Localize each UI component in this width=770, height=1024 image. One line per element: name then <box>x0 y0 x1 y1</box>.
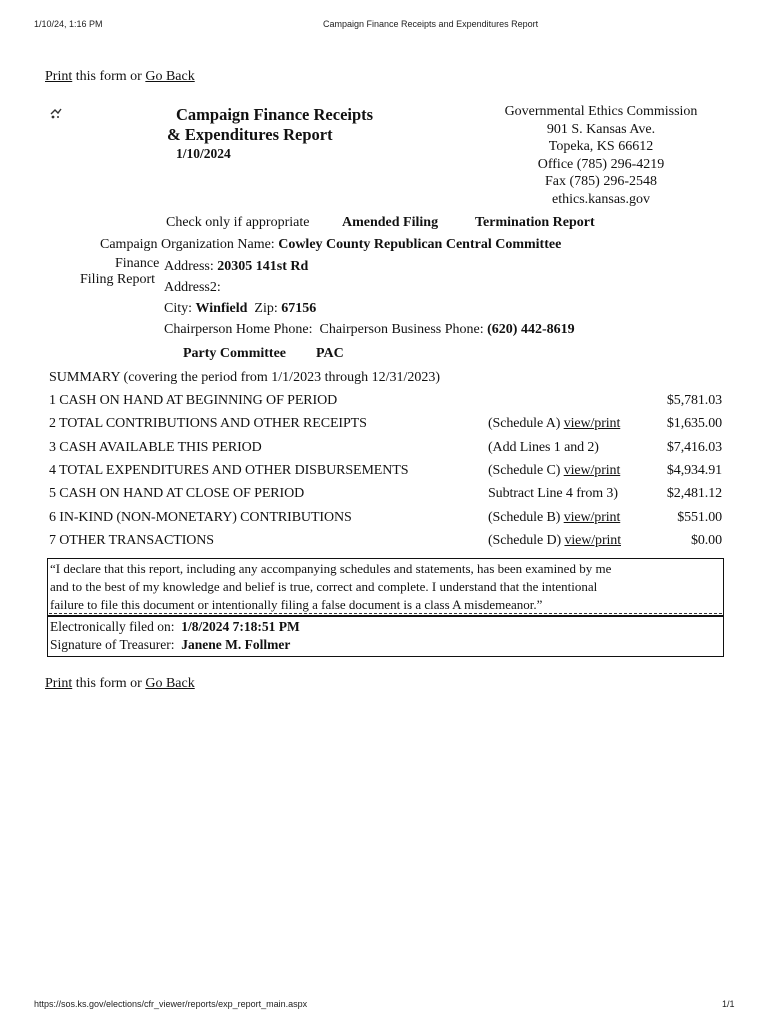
summary-row-label: 5 CASH ON HAND AT CLOSE OF PERIOD <box>49 486 305 501</box>
nav-connector-text: this form or <box>72 676 146 691</box>
commission-fax: Fax (785) 296-2548 <box>545 174 657 189</box>
city-zip-row <box>164 301 316 317</box>
commission-address <box>470 103 732 208</box>
summary-row-schedule: (Add Lines 1 and 2) <box>488 440 599 455</box>
schedule-d-view-print-link[interactable]: view/print <box>564 533 621 548</box>
summary-row <box>49 510 725 532</box>
filing-report-side-label: Filing Report <box>80 272 156 287</box>
city-value: Winfield <box>195 301 248 316</box>
print-page-count: 1/1 <box>722 999 735 1009</box>
termination-report-option[interactable]: Termination Report <box>475 215 595 230</box>
business-phone-value: (620) 442-8619 <box>487 322 575 337</box>
summary-row-amount: $5,781.03 <box>666 393 722 408</box>
summary-row-amount: $0.00 <box>690 533 722 548</box>
summary-row-schedule: (Schedule B) <box>488 510 564 525</box>
summary-row-amount: $1,635.00 <box>666 416 722 431</box>
org-name-label: Campaign Organization Name: <box>100 237 275 252</box>
home-phone-label: Chairperson Home Phone: <box>164 322 313 337</box>
schedule-c-view-print-link[interactable]: view/print <box>563 463 621 478</box>
filed-on-label: Electronically filed on: <box>50 619 175 634</box>
go-back-link-bottom[interactable]: Go Back <box>145 676 195 691</box>
zip-label: Zip: <box>254 301 278 316</box>
print-url: https://sos.ks.gov/elections/cfr_viewer/reports/exp_report_main.aspx <box>34 999 308 1009</box>
summary-row <box>49 463 725 485</box>
declaration-text <box>50 560 611 614</box>
schedule-b-view-print-link[interactable]: view/print <box>563 510 621 525</box>
city-label: City: <box>164 301 193 316</box>
zip-value: 67156 <box>281 301 317 316</box>
check-label: Check only if appropriate <box>166 215 310 230</box>
phone-row <box>164 322 575 338</box>
summary-row-label: 4 TOTAL EXPENDITURES AND OTHER DISBURSEMENTS <box>49 463 409 478</box>
summary-row <box>49 533 725 555</box>
summary-row-schedule: (Schedule A) <box>488 416 564 431</box>
summary-row-label: 6 IN-KIND (NON-MONETARY) CONTRIBUTIONS <box>49 510 352 525</box>
pac-option[interactable]: PAC <box>316 346 344 361</box>
nav-connector-text: this form or <box>72 69 146 84</box>
summary-row-amount: $551.00 <box>677 510 722 525</box>
org-name-value: Cowley County Republican Central Committee <box>278 237 562 252</box>
treasurer-value: Janene M. Follmer <box>181 637 291 652</box>
summary-row <box>49 393 725 415</box>
party-committee-option[interactable]: Party Committee <box>183 346 287 361</box>
declaration-line: “I declare that this report, including any accompanying schedules and statements, has been examined by me <box>50 561 612 576</box>
address2-label: Address2: <box>164 280 221 295</box>
divider <box>49 613 722 614</box>
summary-row-label: 1 CASH ON HAND AT BEGINNING OF PERIOD <box>49 393 338 408</box>
report-date: 1/10/2024 <box>176 146 231 161</box>
business-phone-label: Chairperson Business Phone: <box>319 322 484 337</box>
bottom-nav <box>45 676 195 692</box>
report-title-line2: & Expenditures Report <box>167 125 333 144</box>
commission-city: Topeka, KS 66612 <box>548 139 654 154</box>
treasurer-row <box>50 637 290 653</box>
commission-street: 901 S. Kansas Ave. <box>546 121 656 137</box>
summary-row-amount: $4,934.91 <box>666 463 722 478</box>
report-title-line1: Campaign Finance Receipts <box>176 105 374 124</box>
print-page-title: Campaign Finance Receipts and Expenditures Report <box>323 19 539 29</box>
summary-row-label: 3 CASH AVAILABLE THIS PERIOD <box>49 440 262 455</box>
summary-row-label: 7 OTHER TRANSACTIONS <box>49 533 214 548</box>
commission-office-phone: Office (785) 296-4219 <box>537 156 665 172</box>
commission-name: Governmental Ethics Commission <box>504 104 698 119</box>
address-value: 20305 141st Rd <box>217 259 309 274</box>
amended-filing-option[interactable]: Amended Filing <box>342 215 439 230</box>
summary-row-schedule: (Schedule D) <box>488 533 565 548</box>
declaration-line: and to the best of my knowledge and belief is true, correct and complete. I understand that the intentional <box>50 579 598 594</box>
organization-row <box>100 237 561 253</box>
treasurer-label: Signature of Treasurer: <box>50 637 175 652</box>
summary-heading: SUMMARY (covering the period from 1/1/2023 through 12/31/2023) <box>49 370 441 385</box>
declaration-line: failure to file this document or intentionally filing a false document is a class A misdemeanor.” <box>50 597 543 612</box>
filed-on-row <box>50 619 300 635</box>
address-row <box>164 259 308 275</box>
summary-row-amount: $7,416.03 <box>666 440 722 455</box>
print-link[interactable]: Print <box>45 69 73 84</box>
print-link-bottom[interactable]: Print <box>45 676 73 691</box>
filed-on-value: 1/8/2024 7:18:51 PM <box>181 619 300 634</box>
print-datetime: 1/10/24, 1:16 PM <box>34 19 103 29</box>
summary-row-amount: $2,481.12 <box>666 486 722 501</box>
address-label: Address: <box>164 259 214 274</box>
finance-side-label: Finance <box>115 256 160 271</box>
schedule-a-view-print-link[interactable]: view/print <box>563 416 621 431</box>
go-back-link[interactable]: Go Back <box>145 69 195 84</box>
summary-row <box>49 440 725 462</box>
summary-row <box>49 486 725 508</box>
summary-row-schedule: Subtract Line 4 from 3) <box>488 486 618 501</box>
broken-image-icon <box>49 106 65 120</box>
summary-row <box>49 416 725 438</box>
top-nav <box>45 69 195 85</box>
commission-website: ethics.kansas.gov <box>552 191 650 207</box>
summary-row-schedule: (Schedule C) <box>488 463 564 478</box>
summary-row-label: 2 TOTAL CONTRIBUTIONS AND OTHER RECEIPTS <box>49 416 367 431</box>
